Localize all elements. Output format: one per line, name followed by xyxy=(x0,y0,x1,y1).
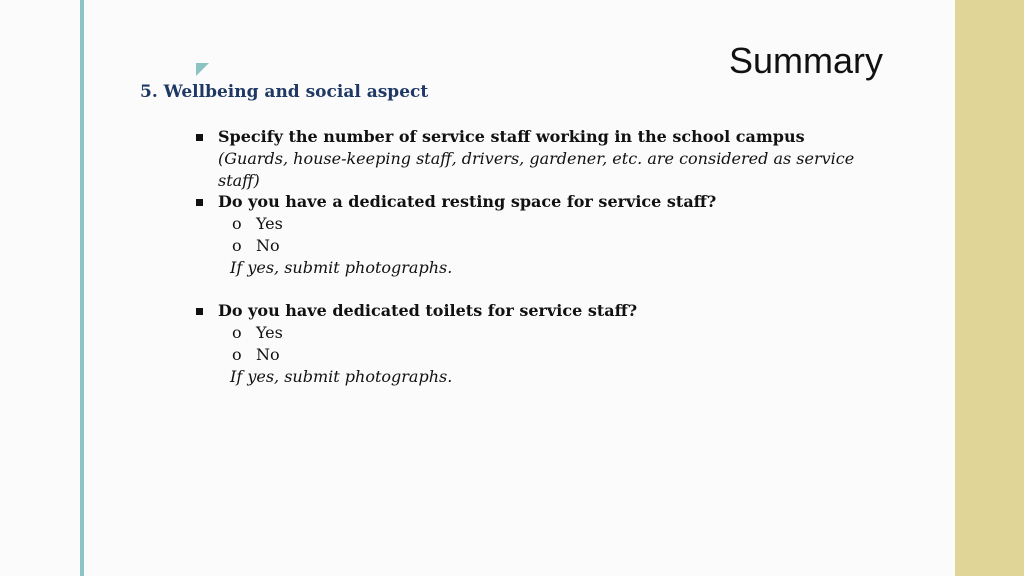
question-1 xyxy=(196,126,896,192)
question-3-text: Do you have dedicated toilets for service staff? xyxy=(218,301,638,320)
circle-bullet-icon: o xyxy=(232,214,242,233)
question-2-note: If yes, submit photographs. xyxy=(230,258,453,277)
circle-bullet-icon: o xyxy=(232,236,242,255)
circle-bullet-icon: o xyxy=(232,323,242,342)
right-accent-band xyxy=(955,0,1024,576)
question-2-option-no[interactable] xyxy=(196,235,896,257)
square-bullet-icon xyxy=(196,308,203,315)
question-2 xyxy=(196,191,896,279)
question-3-option-no[interactable] xyxy=(196,344,896,366)
question-3-option-yes[interactable] xyxy=(196,322,896,344)
question-2-text: Do you have a dedicated resting space for service staff? xyxy=(218,192,717,211)
question-2-option-yes[interactable] xyxy=(196,213,896,235)
option-label: No xyxy=(256,236,280,255)
question-3-note: If yes, submit photographs. xyxy=(230,367,453,386)
option-label: Yes xyxy=(256,323,283,342)
question-3-line xyxy=(196,300,896,322)
question-1-line xyxy=(196,126,896,148)
question-1-note: (Guards, house-keeping staff, drivers, gardener, etc. are considered as service staff) xyxy=(218,149,855,190)
option-label: No xyxy=(256,345,280,364)
option-label: Yes xyxy=(256,214,283,233)
circle-bullet-icon: o xyxy=(232,345,242,364)
corner-triangle-decoration xyxy=(196,63,209,76)
square-bullet-icon xyxy=(196,199,203,206)
section-heading: 5. Wellbeing and social aspect xyxy=(140,82,429,102)
question-2-line xyxy=(196,191,896,213)
question-3 xyxy=(196,300,896,388)
left-accent-bar xyxy=(80,0,84,576)
slide-title: Summary xyxy=(729,40,884,81)
question-1-text: Specify the number of service staff working in the school campus xyxy=(218,127,805,146)
square-bullet-icon xyxy=(196,134,203,141)
